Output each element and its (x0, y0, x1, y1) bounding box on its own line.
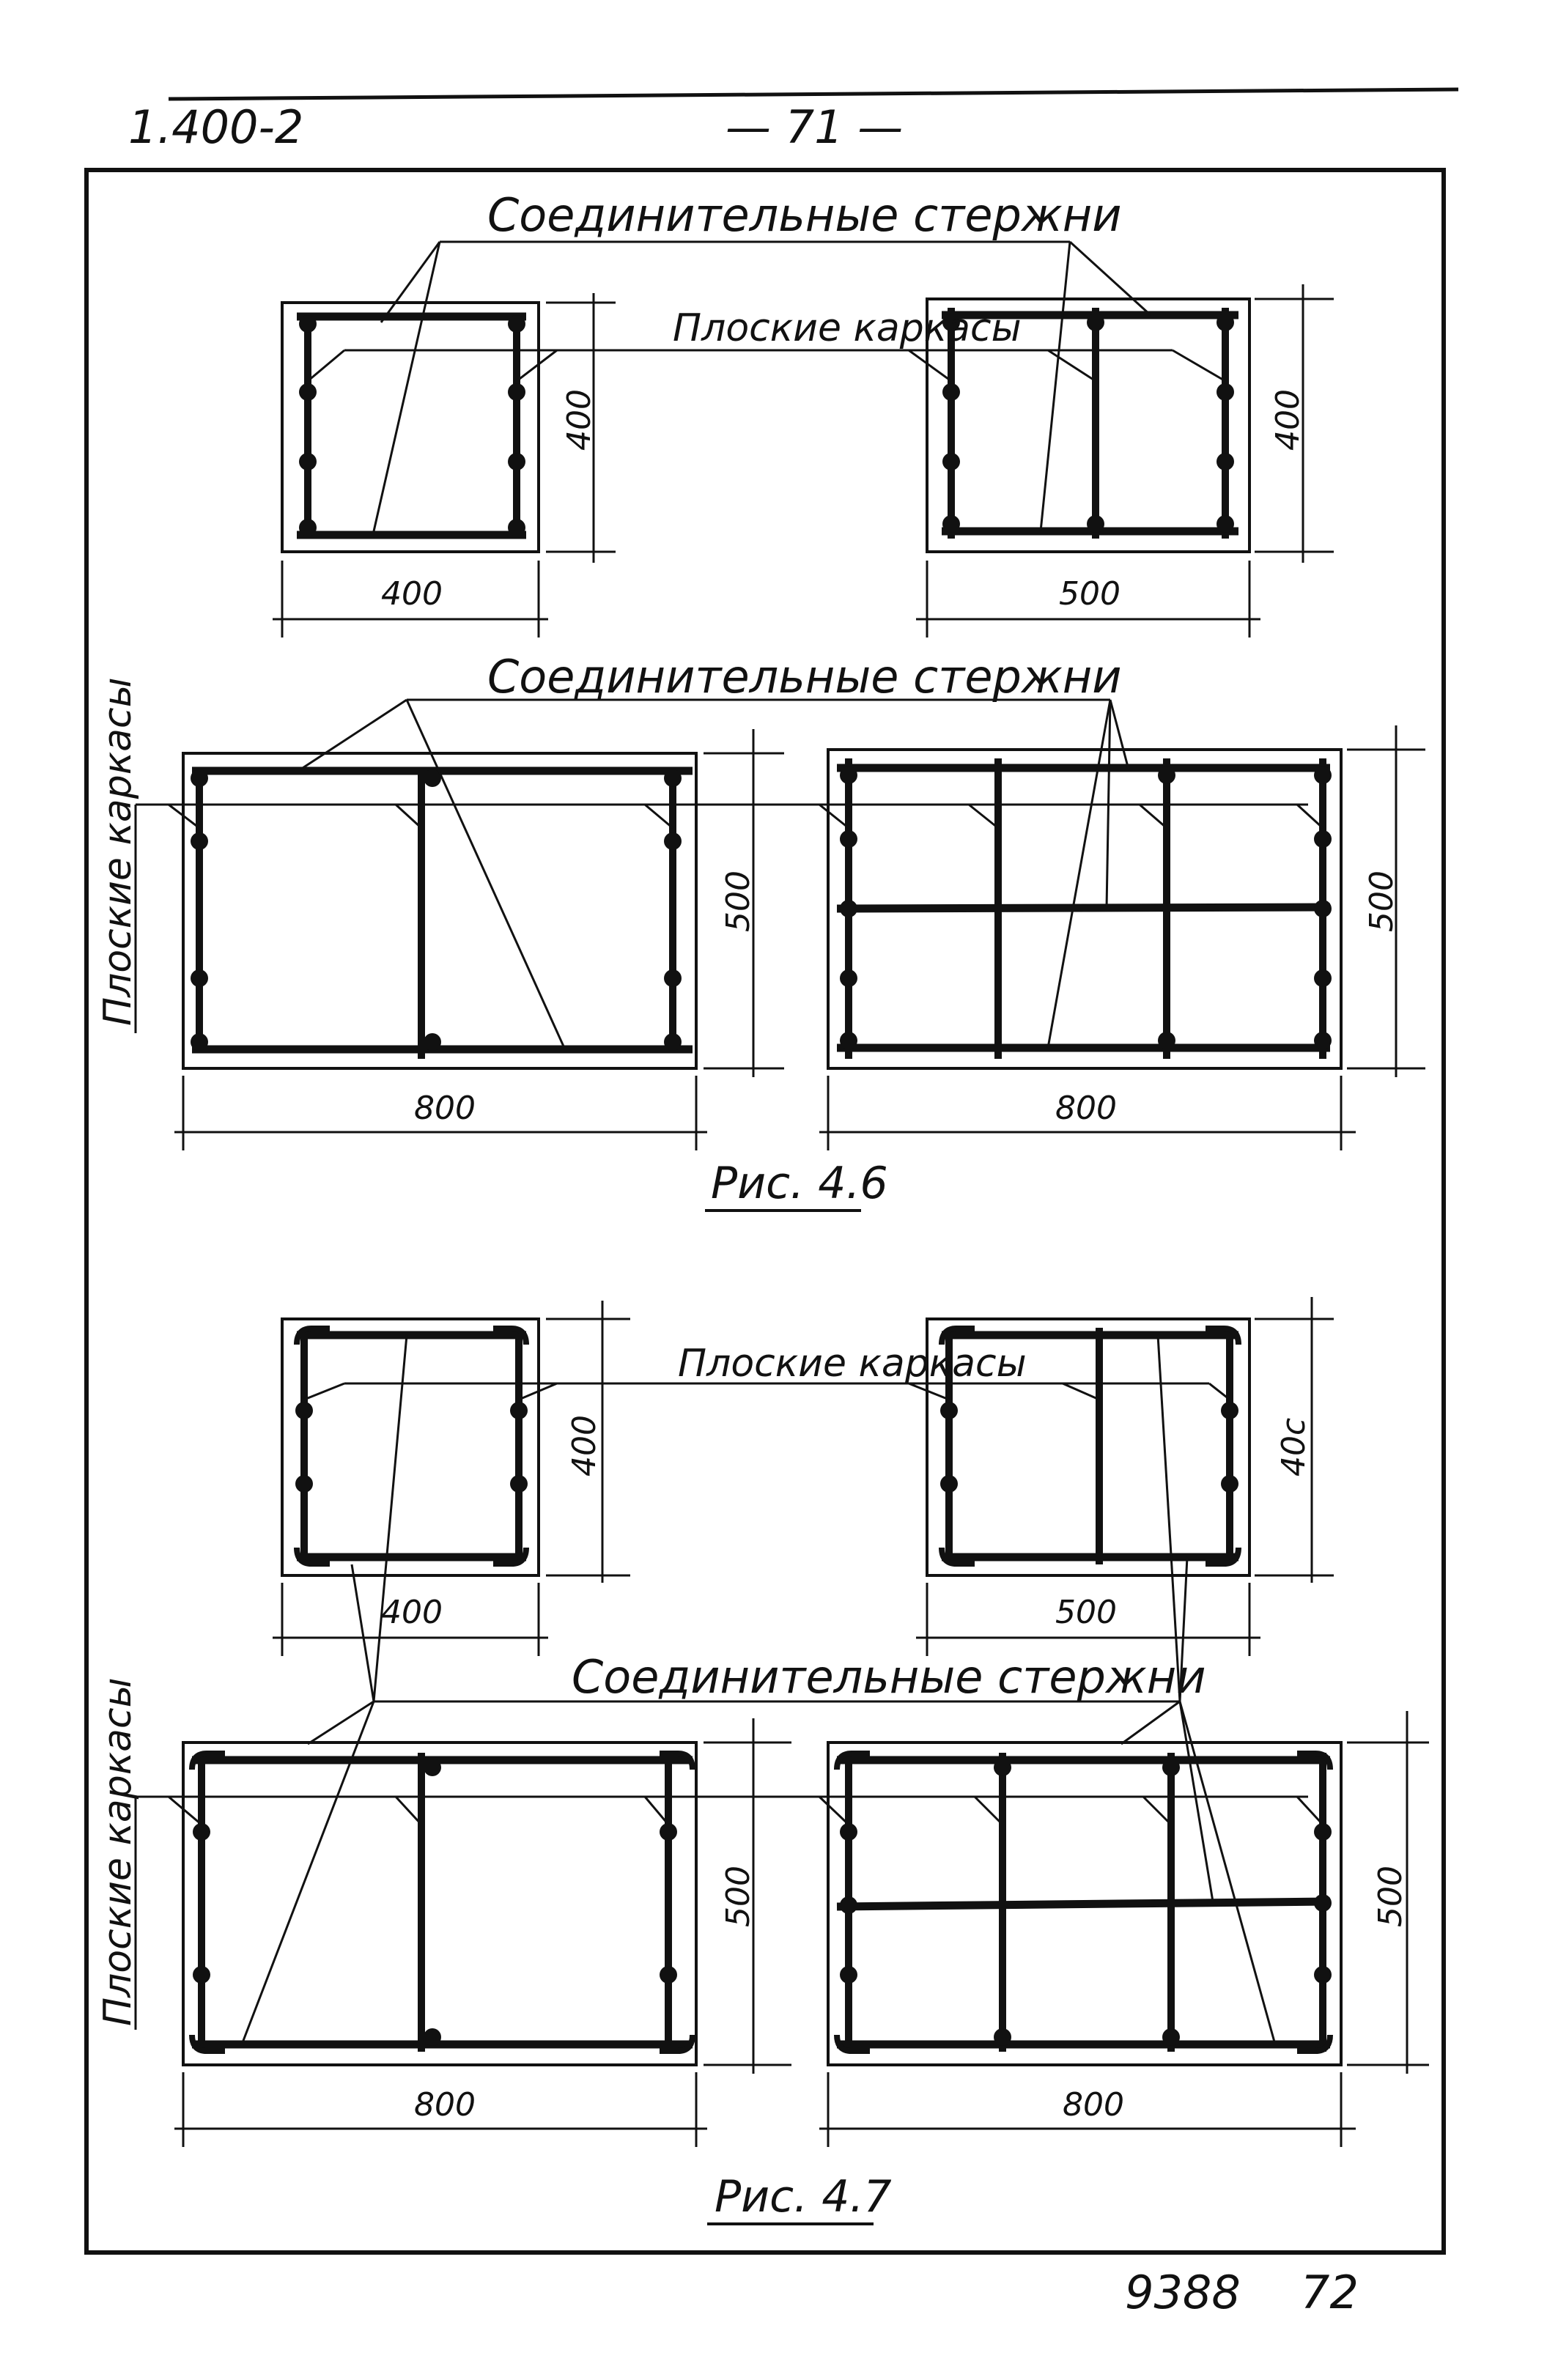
dim-4-7-small-right-height: 40c (1275, 1417, 1313, 1477)
label-flat-frames-4-7-top: Плоские каркасы (678, 1342, 1027, 1386)
figure-4-6 (96, 188, 1425, 1211)
section-800x500-left (174, 729, 784, 1150)
section-800x500-right (819, 725, 1425, 1150)
section-400x400-hooked (273, 1301, 630, 1656)
dim-4-7-large-left-height: 500 (720, 1866, 757, 1927)
dim-large-right-width: 800 (1055, 1090, 1117, 1127)
figure-caption-4-7: Рис. 4.7 (715, 2171, 892, 2222)
dim-4-7-large-right-height: 500 (1372, 1866, 1409, 1927)
dim-small-left-width: 400 (381, 575, 443, 613)
page-number: — 71 — (726, 100, 904, 154)
dim-4-7-large-left-width: 800 (414, 2086, 476, 2124)
dim-large-left-width: 800 (414, 1090, 476, 1127)
leaders-flat-4-7-top (304, 1383, 1230, 1400)
dim-4-7-small-left-height: 400 (566, 1415, 603, 1477)
dim-4-7-small-left-width: 400 (381, 1594, 443, 1631)
top-rule (169, 89, 1458, 99)
label-connecting-rods-top: Соединительные стержни (487, 188, 1122, 242)
label-flat-frames-side: Плоские каркасы (96, 677, 140, 1026)
dim-small-right-height: 400 (1269, 389, 1307, 451)
dim-4-7-large-right-width: 800 (1063, 2086, 1124, 2124)
label-connecting-rods-mid: Соединительные стержни (487, 650, 1122, 703)
sheet-code: 9388 (1125, 2266, 1241, 2319)
leaders-flat-top (308, 350, 1225, 381)
section-800x500-left-hooked (174, 1718, 791, 2147)
dim-large-right-height: 500 (1363, 871, 1400, 932)
dim-4-7-small-right-width: 500 (1055, 1594, 1117, 1631)
label-flat-frames-4-7-side: Плоские каркасы (96, 1677, 140, 2026)
sheet-number: 72 (1301, 2266, 1359, 2319)
leaders-connecting-top (374, 242, 1151, 531)
dim-small-right-width: 500 (1059, 575, 1120, 613)
document-code: 1.400-2 (128, 100, 304, 154)
figure-4-7 (96, 1297, 1429, 2224)
dim-small-left-height: 400 (561, 389, 598, 451)
section-800x500-right-hooked (819, 1711, 1429, 2147)
label-connecting-rods-4-7: Соединительные стержни (572, 1650, 1206, 1704)
section-400x400 (273, 293, 616, 638)
figure-caption-4-6: Рис. 4.6 (711, 1158, 888, 1209)
label-flat-frames-top: Плоские каркасы (673, 306, 1022, 350)
dim-large-left-height: 500 (720, 871, 757, 932)
